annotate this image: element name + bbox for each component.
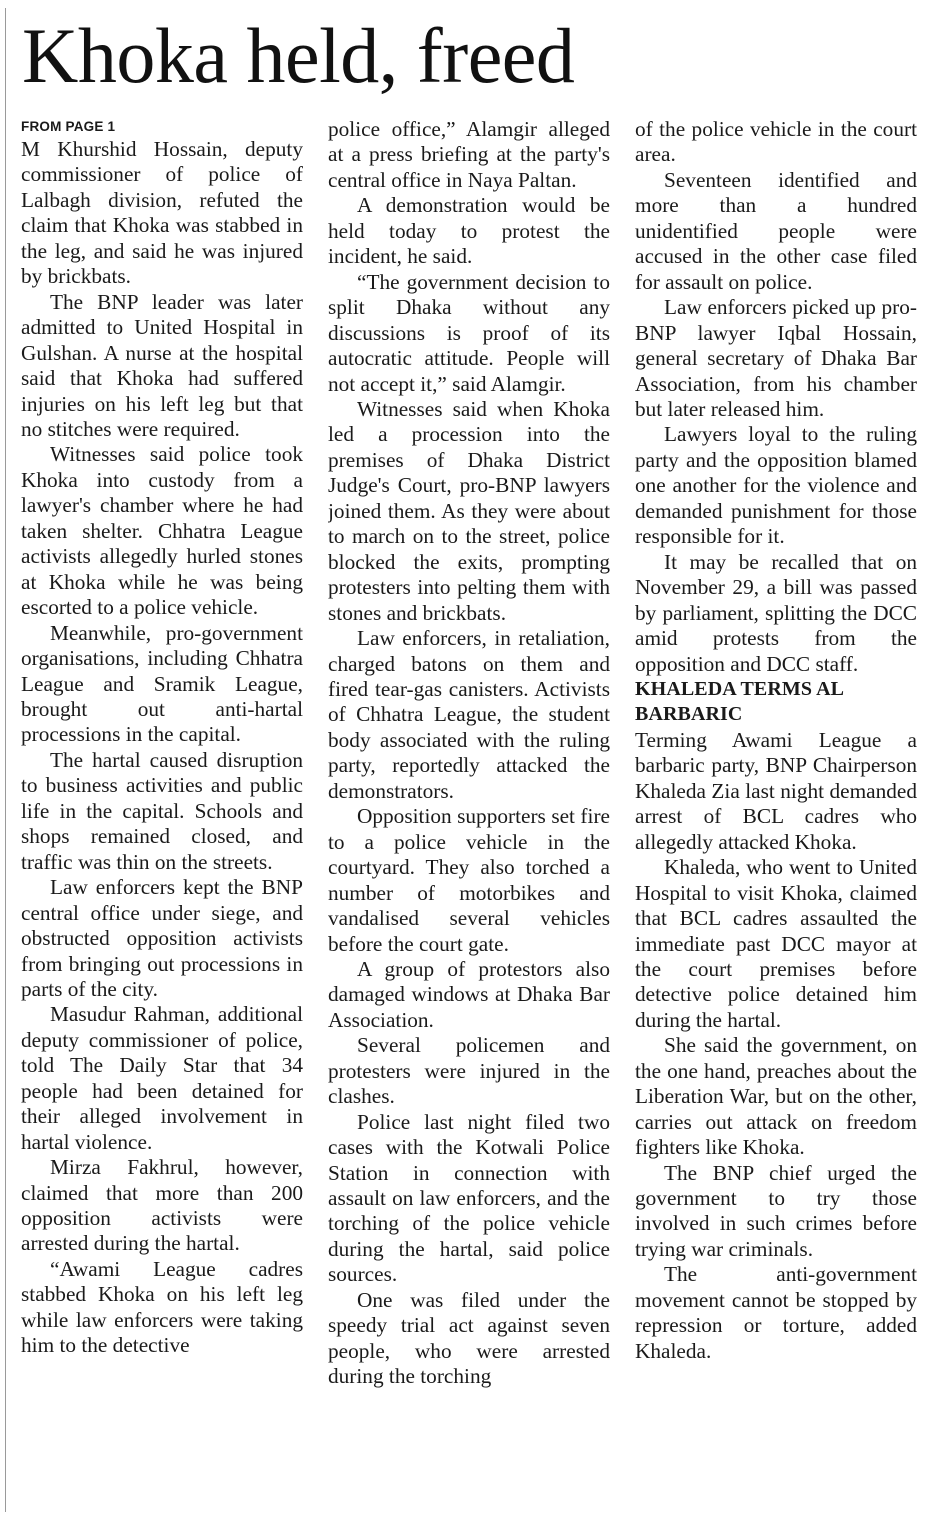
paragraph: M Khurshid Hossain, deputy commissioner of police of Lalbagh division, refuted the claim that Khoka was stabbed in the leg, and said he was injured by brickbats.	[21, 137, 303, 289]
paragraph: One was filed under the speedy trial act against seven people, who were arrested during the torching	[328, 1287, 610, 1389]
paragraph: Witnesses said when Khoka led a procession into the premises of Dhaka District Judge's Court, pro-BNP lawyers joined them. As they were about to march on to the street, police blocked the exits, prompting protesters into pelting them with stones and brickbats.	[328, 396, 610, 625]
subhead: KHALEDA TERMS AL BARBARIC	[635, 677, 843, 726]
paragraph: Terming Awami League a barbaric party, BNP Chairperson Khaleda Zia last night demanded arrest of BCL cadres who allegedly attacked Khoka.	[635, 727, 917, 854]
paragraph: Witnesses said police took Khoka into custody from a lawyer's chamber where he had taken shelter. Chhatra League activists allegedly hurled stones at Khoka while he was being escorted to a police vehicle.	[21, 442, 303, 620]
paragraph: The anti-government movement cannot be stopped by repression or torture, added Khaleda.	[635, 1262, 917, 1363]
paragraph: A group of protestors also damaged windows at Dhaka Bar Association.	[328, 956, 610, 1032]
kicker: FROM PAGE 1	[21, 119, 116, 134]
paragraph: Police last night filed two cases with the Kotwali Police Station in connection with assault on law enforcers, and the torching of the police vehicle during the hartal, said police sources.	[328, 1109, 610, 1287]
article-body	[21, 117, 917, 1512]
paragraph: Lawyers loyal to the ruling party and the opposition blamed one another for the violence and demanded punishment for those responsible for it.	[635, 422, 917, 549]
paragraph: She said the government, on the one hand, preaches about the Liberation War, but on the other, carries out attack on freedom fighters like Khoka.	[635, 1033, 917, 1160]
paragraph: Several policemen and protesters were injured in the clashes.	[328, 1033, 610, 1109]
paragraph: The BNP chief urged the government to try those involved in such crimes before trying war criminals.	[635, 1160, 917, 1261]
paragraph: “The government decision to split Dhaka without any discussions is proof of its autocratic attitude. People will not accept it,” said Alamgir.	[328, 269, 610, 396]
column-2	[328, 117, 610, 1512]
column-3	[635, 117, 917, 1512]
paragraph: Opposition supporters set fire to a police vehicle in the courtyard. They also torched a number of motorbikes and vandalised several vehicles before the court gate.	[328, 804, 610, 956]
paragraph: of the police vehicle in the court area.	[635, 117, 917, 167]
paragraph: The hartal caused disruption to business activities and public life in the capital. Schools and shops remained closed, and traffic was thin on the streets.	[21, 747, 303, 874]
paragraph: Masudur Rahman, additional deputy commissioner of police, told The Daily Star that 34 people had been detained for their alleged involvement in hartal violence.	[21, 1002, 303, 1154]
paragraph: It may be recalled that on November 29, a bill was passed by parliament, splitting the DCC amid protests from the opposition and DCC staff.	[635, 549, 917, 676]
paragraph: A demonstration would be held today to protest the incident, he said.	[328, 193, 610, 269]
paragraph: police office,” Alamgir alleged at a press briefing at the party's central office in Naya Paltan.	[328, 117, 610, 192]
column-rule	[5, 8, 6, 1512]
paragraph: Meanwhile, pro-government organisations, including Chhatra League and Sramik League, brought out anti-hartal processions in the capital.	[21, 620, 303, 747]
headline: Khoka held, freed	[22, 12, 575, 99]
paragraph: Law enforcers kept the BNP central office under siege, and obstructed opposition activists from bringing out processions in parts of the city.	[21, 875, 303, 1001]
paragraph: The BNP leader was later admitted to United Hospital in Gulshan. A nurse at the hospital said that Khoka had suffered injuries on his left leg but that no stitches were required.	[21, 289, 303, 441]
column-1	[21, 117, 303, 1512]
paragraph: “Awami League cadres stabbed Khoka on his left leg while law enforcers were taking him to the detective	[21, 1256, 303, 1358]
paragraph: Law enforcers picked up pro-BNP lawyer Iqbal Hossain, general secretary of Dhaka Bar Association, from his chamber but later released him.	[635, 295, 917, 421]
paragraph: Law enforcers, in retaliation, charged batons on them and fired tear-gas canisters. Activists of Chhatra League, the student body associated with the ruling party, reportedly attacked the demonstrators.	[328, 626, 610, 803]
paragraph: Seventeen identified and more than a hundred unidentified people were accused in the other case filed for assault on police.	[635, 167, 917, 294]
paragraph: Mirza Fakhrul, however, claimed that more than 200 opposition activists were arrested during the hartal.	[21, 1155, 303, 1256]
paragraph: Khaleda, who went to United Hospital to visit Khoka, claimed that BCL cadres assaulted the immediate past DCC mayor at the court premises before detective police detained him during the hartal.	[635, 855, 917, 1032]
